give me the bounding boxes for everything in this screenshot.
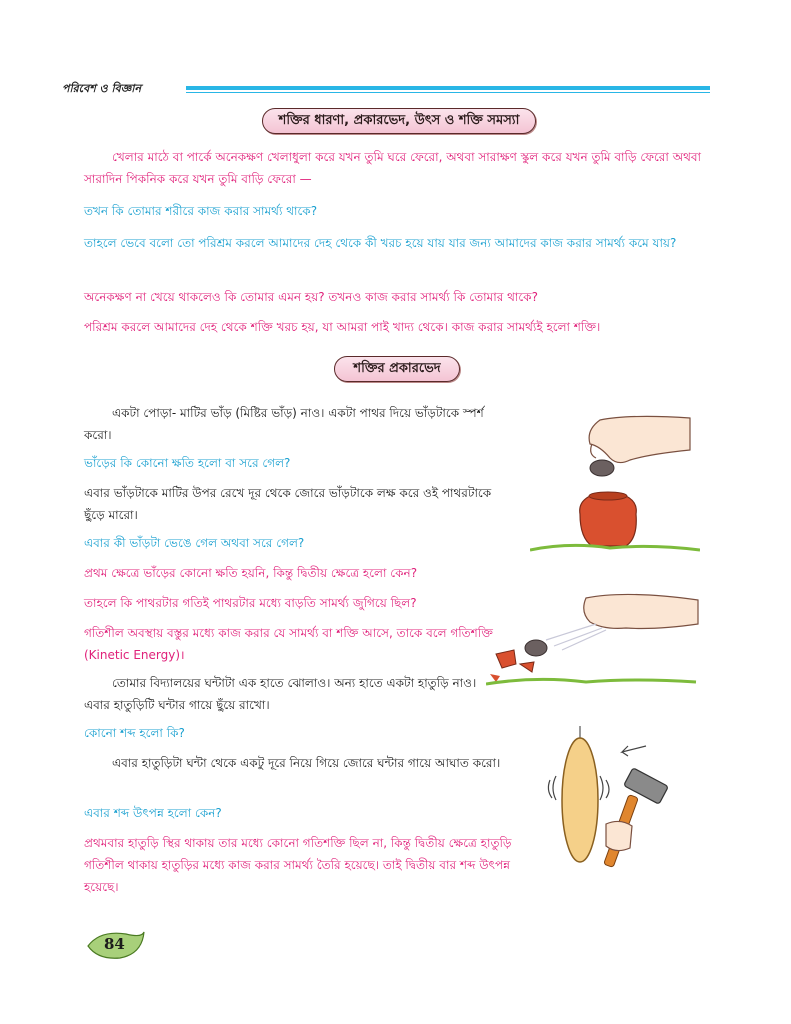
- intro-paragraph-4: অনেকক্ষণ না খেয়ে থাকলেও কি তোমার এমন হয়? তখনও কাজ করার সামর্থ্য কি তোমার থাকে?: [84, 290, 538, 304]
- section-title: শক্তির ধারণা, প্রকারভেদ, উৎস ও শক্তি সমস্যা: [262, 108, 536, 134]
- intro-paragraph-3: তাহলে ভেবে বলো তো পরিশ্রম করলে আমাদের দেহ থেকে কী খরচ হয়ে যায় যার জন্য আমাদের কাজ করার সামর্থ্য কমে যায়?: [84, 236, 677, 250]
- body-paragraph-4: এবার কী ভাঁড়টা ভেঙে গেল অথবা সরে গেল?: [84, 536, 305, 550]
- body-paragraph-1: একটা পোড়া- মাটির ভাঁড় (মিষ্টির ভাঁড়) নাও। একটা পাথর দিয়ে ভাঁড়টাকে স্পর্শ করো।: [84, 406, 484, 442]
- intro-paragraph-1: খেলার মাঠে বা পার্কে অনেকক্ষণ খেলাধুলা করে যখন তুমি ঘরে ফেরো, অথবা সারাক্ষণ স্কুল করে যখন তুমি বাড়ি ফেরো অথবা সারাদিন পিকনিক করে যখন তুমি বাড়ি ফেরো —: [84, 150, 702, 186]
- subsection-title: শক্তির প্রকারভেদ: [334, 356, 460, 382]
- body-paragraph-8: তোমার বিদ্যালয়ের ঘন্টাটা এক হাতে ঝোলাও। অন্য হাতে একটা হাতুড়ি নাও। এবার হাতুড়িটি ঘন্টার গায়ে ছুঁয়ে রাখো।: [84, 676, 477, 712]
- intro-paragraph-5: পরিশ্রম করলে আমাদের দেহ থেকে শক্তি খরচ হয়, যা আমরা পাই খাদ্য থেকে। কাজ করার সামর্থ্যই হলো শক্তি।: [84, 320, 601, 334]
- body-paragraph-7: গতিশীল অবস্থায় বস্তুর মধ্যে কাজ করার যে সামর্থ্য বা শক্তি আসে, তাকে বলে গতিশক্তি (Kinetic Energy)।: [84, 626, 493, 662]
- page-number: 84: [104, 935, 125, 953]
- body-paragraph-12: প্রথমবার হাতুড়ি স্থির থাকায় তার মধ্যে কোনো গতিশক্তি ছিল না, কিন্তু দ্বিতীয় ক্ষেত্রে হাতুড়ি গতিশীল থাকায় হাতুড়ির মধ্যে কাজ করার সামর্থ্য তৈরি হয়েছে। তাই দ্বিতীয় বার শব্দ উৎপন্ন হয়েছে।: [84, 836, 512, 894]
- bell-hammer-illustration: [540, 724, 710, 874]
- body-paragraph-5: প্রথম ক্ষেত্রে ভাঁড়ের কোনো ক্ষতি হয়নি, কিন্তু দ্বিতীয় ক্ষেত্রে হলো কেন?: [84, 566, 418, 580]
- book-title: পরিবেশ ও বিজ্ঞান: [62, 82, 142, 95]
- body-paragraph-11: এবার শব্দ উৎপন্ন হলো কেন?: [84, 806, 222, 820]
- pot-break-illustration: [486, 584, 706, 694]
- body-paragraph-9: কোনো শব্দ হলো কি?: [84, 726, 185, 740]
- body-paragraph-6: তাহলে কি পাথরটার গতিই পাথরটার মধ্যে বাড়তি সামর্থ্য জুগিয়ে ছিল?: [84, 596, 417, 610]
- body-paragraph-3: এবার ভাঁড়টাকে মাটির উপর রেখে দূর থেকে জোরে ভাঁড়টাকে লক্ষ করে ওই পাথরটাকে ছুঁড়ে মারো।: [84, 486, 492, 522]
- header-rule: [186, 86, 710, 90]
- body-paragraph-10: এবার হাতুড়িটা ঘন্টা থেকে একটু দূরে নিয়ে গিয়ে জোরে ঘন্টার গায়ে আঘাত করো।: [112, 756, 501, 770]
- pot-touch-illustration: [530, 410, 700, 560]
- header-rule-thin: [186, 92, 710, 93]
- body-paragraph-2: ভাঁড়ের কি কোনো ক্ষতি হলো বা সরে গেল?: [84, 456, 291, 470]
- intro-paragraph-2: তখন কি তোমার শরীরে কাজ করার সামর্থ্য থাকে?: [84, 204, 318, 218]
